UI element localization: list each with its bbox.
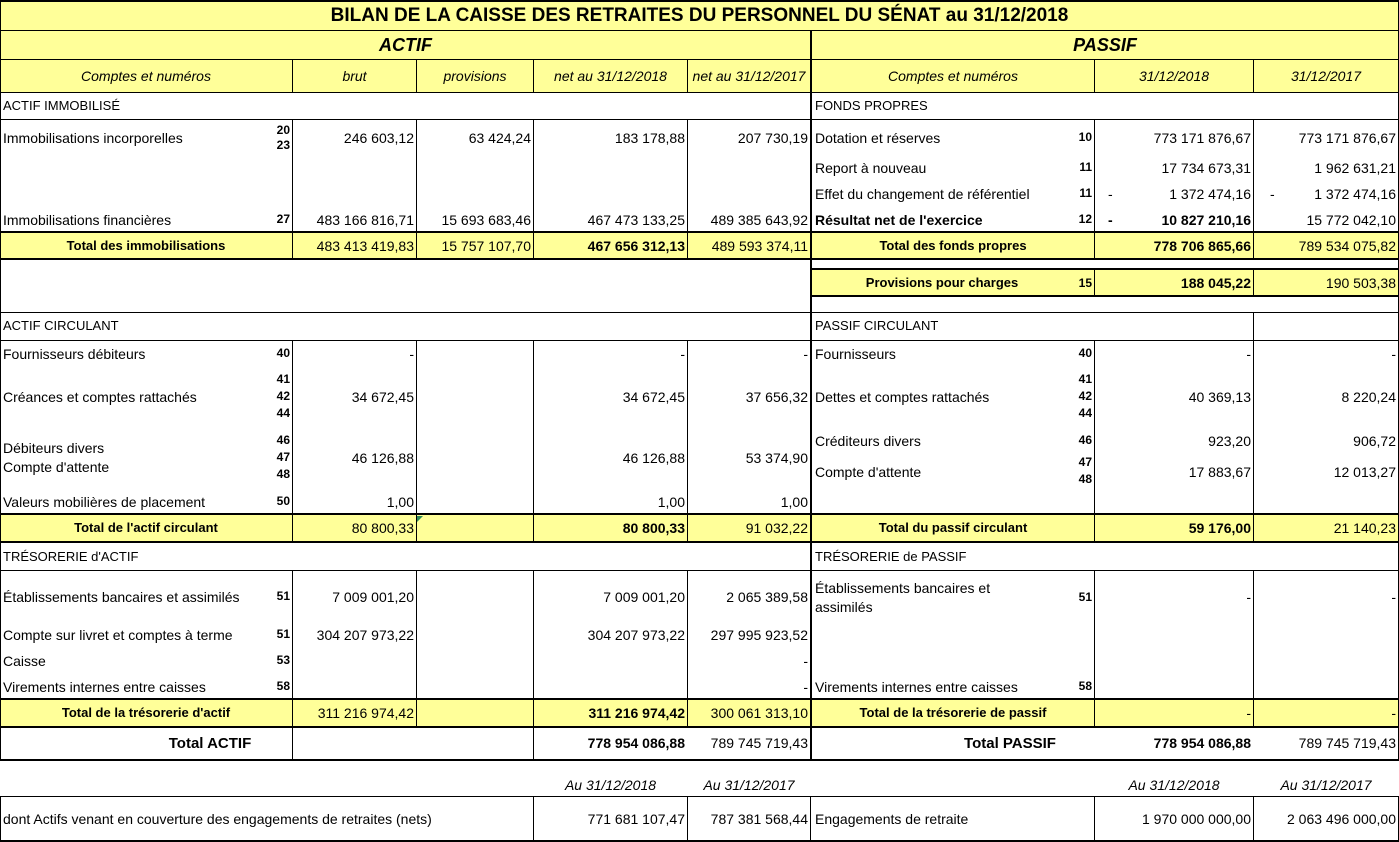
account-code: 46 xyxy=(276,433,290,447)
total-brut-value: 483 413 419,83 xyxy=(316,238,414,254)
total-net2018-value: 311 216 974,42 xyxy=(588,705,685,721)
net2018-value: 304 207 973,22 xyxy=(587,627,685,643)
account-code: 11 xyxy=(1079,186,1092,200)
passif-2017-value: - xyxy=(1391,589,1396,605)
col-header-brut: brut xyxy=(342,68,367,84)
total-net2017-value: 91 032,22 xyxy=(745,520,808,536)
net2018-value: 46 126,88 xyxy=(622,450,685,466)
total-treso-passif-2018: - xyxy=(1246,705,1251,721)
brut-value: 34 672,45 xyxy=(351,389,414,405)
total-tresorerie-actif-label: Total de la trésorerie d'actif xyxy=(61,705,231,720)
brut-value: - xyxy=(409,346,414,362)
brut-value: 46 126,88 xyxy=(351,450,414,466)
total-actif-label: Total ACTIF xyxy=(168,735,252,752)
col-header-passif-2017: 31/12/2017 xyxy=(1290,68,1362,84)
passif-2018-value: 10 827 210,16 xyxy=(1161,212,1251,228)
account-code: 42 xyxy=(276,389,290,403)
net2017-value: 207 730,19 xyxy=(737,130,808,146)
account-code: 58 xyxy=(276,679,290,693)
page-title: BILAN DE LA CAISSE DES RETRAITES DU PERSONNEL DU SÉNAT au 31/12/2018 xyxy=(330,5,1069,26)
total-passif-circulant-label: Total du passif circulant xyxy=(878,520,1028,535)
net2017-value: 297 995 923,52 xyxy=(710,627,808,643)
brut-value: 7 009 001,20 xyxy=(332,589,414,605)
total-immobilisations-label: Total des immobilisations xyxy=(66,238,226,253)
row-label: Débiteurs divers xyxy=(3,440,105,456)
brut-value: 1,00 xyxy=(386,494,414,510)
section-passif-circulant: PASSIF CIRCULANT xyxy=(815,318,939,333)
row-label: Immobilisations incorporelles xyxy=(3,130,183,146)
col-header-net2018: net au 31/12/2018 xyxy=(554,68,667,84)
account-code: 41 xyxy=(1078,372,1092,386)
provisions-2018-value: 188 045,22 xyxy=(1180,275,1251,291)
account-code: 40 xyxy=(1078,346,1092,360)
account-code: 27 xyxy=(276,212,290,226)
row-label: Créditeurs divers xyxy=(815,433,921,449)
net2017-value: - xyxy=(803,679,808,695)
net2018-value: 7 009 001,20 xyxy=(603,589,685,605)
passif-2017-value: 12 013,27 xyxy=(1333,464,1396,480)
row-label: Compte d'attente xyxy=(3,459,110,475)
total-brut-value: 311 216 974,42 xyxy=(317,705,414,721)
account-code: 44 xyxy=(1078,406,1092,420)
engagements-label: Engagements de retraite xyxy=(815,811,969,827)
total-net2017-value: 489 593 374,11 xyxy=(711,238,808,254)
net2017-value: 37 656,32 xyxy=(745,389,808,405)
provision-value: 15 693 683,46 xyxy=(441,212,531,228)
account-code: 10 xyxy=(1078,130,1092,144)
row-label: Établissements bancaires et xyxy=(815,580,991,596)
engagements-2018: 1 970 000 000,00 xyxy=(1142,811,1251,827)
net2017-value: 2 065 389,58 xyxy=(726,589,808,605)
total-passif-circulant-2017: 21 140,23 xyxy=(1333,520,1396,536)
account-code: 15 xyxy=(1078,276,1092,290)
net2018-value: 34 672,45 xyxy=(622,389,685,405)
row-label: Virements internes entre caisses xyxy=(3,679,206,695)
row-label: Report à nouveau xyxy=(815,160,927,176)
negative-sign: - xyxy=(1108,212,1113,228)
total-passif-2017: 789 745 719,43 xyxy=(1298,735,1396,751)
passif-2017-value: 15 772 042,10 xyxy=(1306,212,1396,228)
net2017-value: 489 385 643,92 xyxy=(710,212,808,228)
passif-heading: PASSIF xyxy=(1073,35,1137,55)
row-label: Dotation et réserves xyxy=(815,130,941,146)
passif-2018-value: 17 734 673,31 xyxy=(1161,160,1251,176)
passif-2018-value: - xyxy=(1246,589,1251,605)
account-code: 47 xyxy=(1078,455,1092,469)
row-label: Créances et comptes rattachés xyxy=(3,389,197,405)
brut-value: 304 207 973,22 xyxy=(316,627,414,643)
actifs-couverture-2018: 771 681 107,47 xyxy=(587,811,685,827)
account-code: 42 xyxy=(1078,389,1092,403)
row-label: Fournisseurs débiteurs xyxy=(3,346,146,362)
net2018-value: 183 178,88 xyxy=(614,130,685,146)
account-code: 41 xyxy=(276,372,290,386)
brut-value: 483 166 816,71 xyxy=(316,212,414,228)
actifs-couverture-label: dont Actifs venant en couverture des engagements de retraites (nets) xyxy=(3,811,432,827)
total-fonds-2018-value: 778 706 865,66 xyxy=(1153,238,1251,254)
section-tresorerie-actif: TRÉSORERIE d'ACTIF xyxy=(3,549,139,564)
total-net2018-value: 80 800,33 xyxy=(622,520,685,536)
section-actif-immobilise: ACTIF IMMOBILISÉ xyxy=(3,98,121,113)
brut-value: 246 603,12 xyxy=(343,130,414,146)
account-code: 20 xyxy=(276,123,290,137)
negative-sign: - xyxy=(1108,186,1113,202)
row-label: Compte d'attente xyxy=(815,464,922,480)
account-code: 46 xyxy=(1078,433,1092,447)
net2018-value: - xyxy=(680,346,685,362)
total-brut-value: 80 800,33 xyxy=(351,520,414,536)
total-fonds-2017-value: 789 534 075,82 xyxy=(1298,238,1396,254)
account-code: 48 xyxy=(276,467,290,481)
col-header-passif-2018: 31/12/2018 xyxy=(1138,68,1210,84)
passif-2017-value: 8 220,24 xyxy=(1341,389,1396,405)
section-tresorerie-passif: TRÉSORERIE de PASSIF xyxy=(815,549,967,564)
col-header-comptes-actif: Comptes et numéros xyxy=(81,68,211,84)
account-code: 11 xyxy=(1079,160,1092,174)
account-code: 12 xyxy=(1078,212,1092,226)
account-code: 51 xyxy=(276,589,290,603)
passif-2018-value: 17 883,67 xyxy=(1188,464,1251,480)
footer-date-2018: Au 31/12/2018 xyxy=(564,777,657,793)
row-label: Dettes et comptes rattachés xyxy=(815,389,990,405)
passif-2018-value: 773 171 876,67 xyxy=(1153,130,1251,146)
passif-2017-value: 773 171 876,67 xyxy=(1298,130,1396,146)
net2017-value: 1,00 xyxy=(780,494,808,510)
net2017-value: - xyxy=(803,346,808,362)
col-header-provisions: provisions xyxy=(443,68,507,84)
provision-value: 63 424,24 xyxy=(468,130,531,146)
actifs-couverture-2017: 787 381 568,44 xyxy=(710,811,808,827)
account-code: 48 xyxy=(1078,472,1092,486)
passif-2018-value: - xyxy=(1246,346,1251,362)
passif-2017-value: 906,72 xyxy=(1353,433,1396,449)
footer-date-2017: Au 31/12/2017 xyxy=(703,777,795,793)
passif-2018-value: 1 372 474,16 xyxy=(1169,186,1251,202)
passif-2017-value: 1 372 474,16 xyxy=(1314,186,1396,202)
total-passif-2018: 778 954 086,88 xyxy=(1153,735,1251,751)
passif-2018-value: 40 369,13 xyxy=(1188,389,1251,405)
total-actif-2017: 789 745 719,43 xyxy=(710,735,808,751)
comment-marker-icon xyxy=(417,516,423,522)
row-label: Effet du changement de référentiel xyxy=(815,186,1030,202)
section-fonds-propres: FONDS PROPRES xyxy=(815,98,928,113)
account-code: 51 xyxy=(1078,590,1092,604)
row-label: assimilés xyxy=(815,599,873,615)
total-net2017-value: 300 061 313,10 xyxy=(710,705,808,721)
total-fonds-propres-label: Total des fonds propres xyxy=(879,238,1027,253)
row-label: Virements internes entre caisses xyxy=(815,679,1018,695)
account-code: 51 xyxy=(276,627,290,641)
passif-2018-value: 923,20 xyxy=(1208,433,1251,449)
section-actif-circulant: ACTIF CIRCULANT xyxy=(3,318,119,333)
account-code: 53 xyxy=(276,653,290,667)
passif-2017-value: 1 962 631,21 xyxy=(1314,160,1396,176)
row-label: Établissements bancaires et assimilés xyxy=(3,589,240,605)
provisions-charges-label: Provisions pour charges xyxy=(865,275,1019,290)
account-code: 40 xyxy=(276,346,290,360)
passif-2017-value: - xyxy=(1391,346,1396,362)
col-header-comptes-passif: Comptes et numéros xyxy=(888,68,1018,84)
total-tresorerie-passif-label: Total de la trésorerie de passif xyxy=(859,705,1047,720)
net2017-value: - xyxy=(803,653,808,669)
account-code: 47 xyxy=(276,450,290,464)
total-provision-value: 15 757 107,70 xyxy=(441,238,531,254)
total-net2018-value: 467 656 312,13 xyxy=(587,238,685,254)
total-actif-circulant-label: Total de l'actif circulant xyxy=(74,520,218,535)
account-code: 50 xyxy=(276,494,290,508)
provisions-2017-value: 190 503,38 xyxy=(1325,275,1396,291)
total-passif-circulant-2018: 59 176,00 xyxy=(1188,520,1251,536)
row-label: Immobilisations financières xyxy=(3,212,172,228)
row-label: Caisse xyxy=(3,653,46,669)
engagements-2017: 2 063 496 000,00 xyxy=(1287,811,1396,827)
net2017-value: 53 374,90 xyxy=(745,450,808,466)
row-label: Compte sur livret et comptes à terme xyxy=(3,627,233,643)
actif-heading: ACTIF xyxy=(379,35,432,55)
total-treso-passif-2017: - xyxy=(1391,705,1396,721)
account-code: 23 xyxy=(276,138,290,152)
total-actif-2018: 778 954 086,88 xyxy=(587,735,685,751)
net2018-value: 467 473 133,25 xyxy=(587,212,685,228)
row-label: Fournisseurs xyxy=(815,346,896,362)
negative-sign: - xyxy=(1270,186,1275,202)
row-label: Valeurs mobilières de placement xyxy=(3,494,206,510)
net2018-value: 1,00 xyxy=(657,494,685,510)
footer-date-2018-passif: Au 31/12/2018 xyxy=(1128,777,1220,793)
col-header-net2017: net au 31/12/2017 xyxy=(692,68,806,84)
footer-date-2017-passif: Au 31/12/2017 xyxy=(1280,777,1372,793)
row-label: Résultat net de l'exercice xyxy=(815,212,983,228)
account-code: 58 xyxy=(1078,679,1092,693)
account-code: 44 xyxy=(276,406,290,420)
total-passif-label: Total PASSIF xyxy=(964,735,1056,752)
